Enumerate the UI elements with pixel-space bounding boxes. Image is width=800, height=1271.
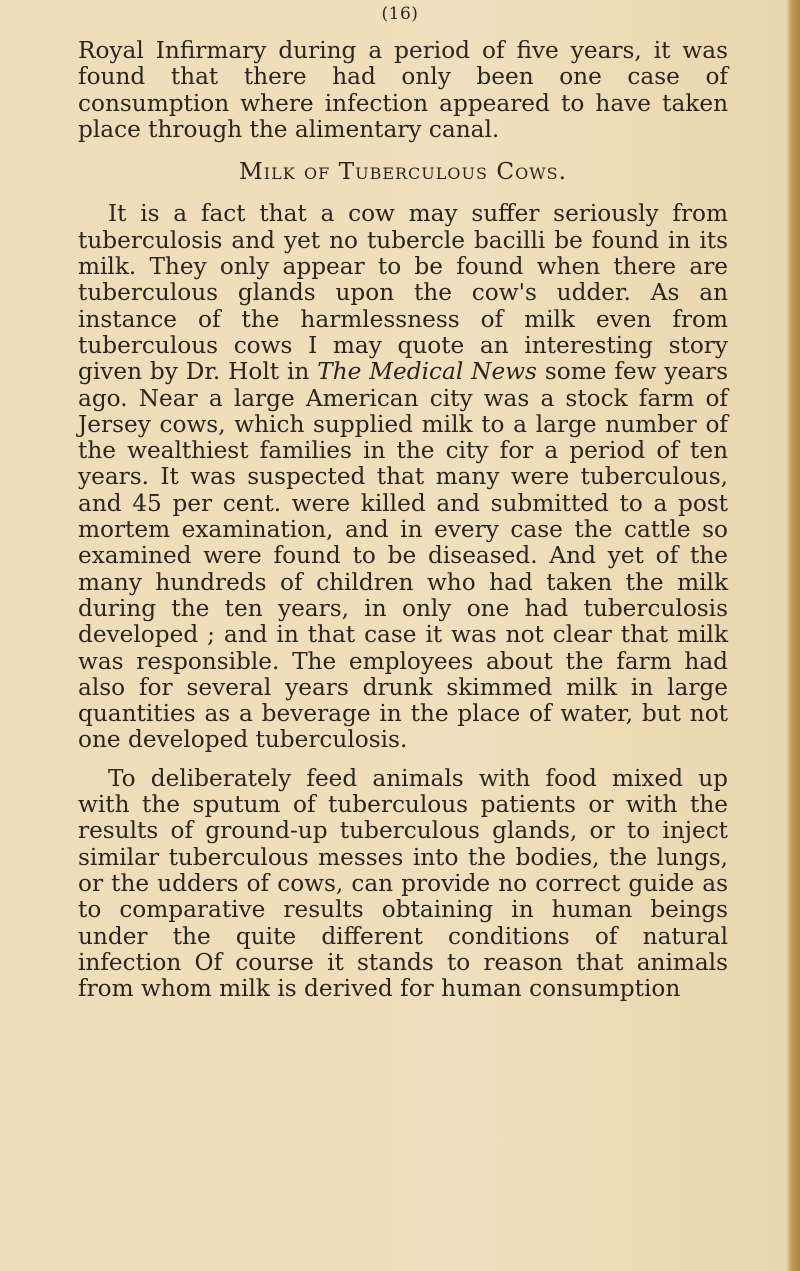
body-text (78, 38, 728, 1002)
section-heading: Milk of Tuberculous Cows. (239, 158, 567, 186)
publication-title: The Medical News (317, 358, 537, 386)
opening-paragraph: Royal Infirmary during a period of five years, it was found that there had only been one case of consumption where infection appeared to have taken place through the alimentary canal. (78, 37, 728, 143)
page-edge-shadow (786, 0, 800, 1271)
paragraph-feeding-experiments: To deliberately feed animals with food mixed up with the sputum of tuberculous patients or with the results of ground-up tuberculous glands, or to inject similar tuberculous messes into the bodies, the lungs, or the udders of cows, can provide no correct guide as to comparative results obtaining in human beings under the quite different conditions of natural infection Of course it stands to reason that animals from whom milk is derived for human consumption (78, 764, 728, 1003)
paragraph-text-part: It is a fact that a cow may suffer seriously from tuberculosis and yet no tubercle bacilli be found in its milk. They only appear to be found when there are tuberculous glands upon the cow's udder. As an instance of the harmlessness of milk even from tuberculous cows I may quote an interesting story given by Dr. Holt in (78, 200, 728, 386)
paragraph-text-part: some few years ago. Near a large American city was a stock farm of Jersey cows, which supplied milk to a large number of the wealthiest families in the city for a period of ten years. It was suspected that many were tuberculous, and 45 per cent. were killed and submitted to a post mortem examination, and in every case the cattle so examined were found to be diseased. And yet of the many hundreds of children who had taken the milk during the ten years, in only one had tuberculosis developed ; and in that case it was not clear that milk was responsible. The employees about the farm had also for several years drunk skimmed milk in large quantities as a beverage in the place of water, but not one developed tuberculosis. (78, 358, 729, 754)
paragraph-milk-story (78, 201, 728, 753)
page-number: (16) (381, 4, 419, 24)
